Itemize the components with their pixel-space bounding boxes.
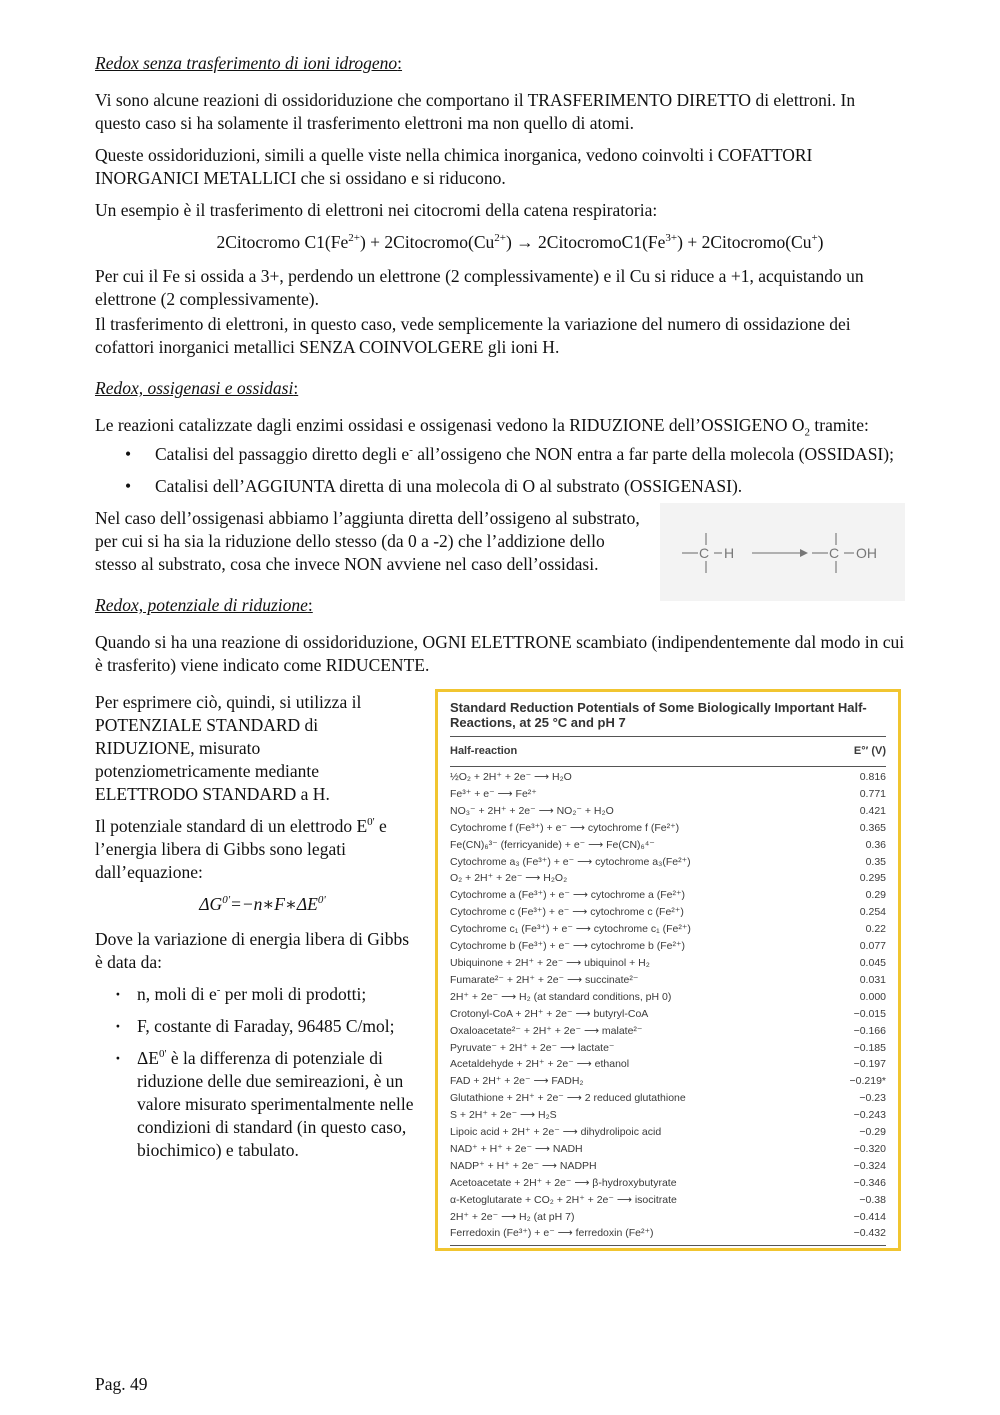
potential-value-cell: 0.000 bbox=[859, 990, 886, 1003]
potential-value-cell: 0.254 bbox=[859, 906, 886, 919]
section-heading-reduction-potential: Redox, potenziale di riduzione: bbox=[95, 595, 313, 615]
half-reaction-cell: S + 2H⁺ + 2e⁻ ⟶ H₂S bbox=[450, 1109, 557, 1122]
table-row bbox=[450, 1023, 886, 1040]
cytochrome-equation: 2Citocromo $C1(Fe^{2+})$ + $2Citocromo(Cu^{2+})$ → $2CitocromoC1(Fe^{3+})$ + 2Citocromo(Cu+) bbox=[216, 232, 824, 252]
table-row bbox=[450, 1056, 886, 1073]
potential-value-cell: −0.197 bbox=[853, 1058, 886, 1071]
table-row bbox=[450, 1090, 886, 1107]
paragraph: Dove la variazione di energia libera di Gibbs è data da: bbox=[95, 929, 410, 972]
page-number: Pag. 49 bbox=[95, 1374, 148, 1394]
reaction-diagram bbox=[660, 503, 905, 601]
table-title: Standard Reduction Potentials of Some Biologically Important Half-Reactions, at 25 °C and pH 7 bbox=[450, 700, 867, 730]
oxygenase-block bbox=[95, 507, 905, 576]
potential-value-cell: −0.432 bbox=[853, 1227, 886, 1240]
list-item: • Catalisi dell’AGGIUNTA diretta di una molecola di O al substrato (OSSIGENASI). bbox=[155, 475, 905, 498]
table-row bbox=[450, 1175, 886, 1192]
potential-value-cell: 0.421 bbox=[859, 804, 886, 817]
table-row bbox=[450, 769, 886, 786]
table-row bbox=[450, 955, 886, 972]
half-reaction-cell: Cytochrome a₃ (Fe³⁺) + e⁻ ⟶ cytochrome a₃(Fe²⁺) bbox=[450, 855, 691, 868]
potential-value-cell: −0.015 bbox=[853, 1007, 886, 1020]
potential-value-cell: 0.35 bbox=[865, 855, 886, 868]
potential-value-cell: 0.771 bbox=[859, 787, 886, 800]
paragraph: Per esprimere ciò, quindi, si utilizza il POTENZIALE STANDARD di RIDUZIONE, misurato potenziometricamente mediante ELETTRODO STANDARD a H. bbox=[95, 692, 362, 804]
half-reaction-cell: FAD + 2H⁺ + 2e⁻ ⟶ FADH₂ bbox=[450, 1075, 584, 1088]
half-reaction-cell: Fe(CN)₆³⁻ (ferricyanide) + e⁻ ⟶ Fe(CN)₆⁴⁻ bbox=[450, 838, 655, 851]
column-header-reaction: Half-reaction bbox=[450, 745, 518, 757]
table-row bbox=[450, 1141, 886, 1158]
oxygenase-reaction-figure bbox=[660, 503, 905, 601]
table-row bbox=[450, 1158, 886, 1175]
half-reaction-cell: Oxaloacetate²⁻ + 2H⁺ + 2e⁻ ⟶ malate²⁻ bbox=[450, 1024, 643, 1037]
half-reaction-cell: Ubiquinone + 2H⁺ + 2e⁻ ⟶ ubiquinol + H₂ bbox=[450, 956, 650, 969]
bullet-list bbox=[95, 443, 905, 498]
paragraph: Quando si ha una reazione di ossidoriduzione, OGNI ELETTRONE scambiato (indipendentemente dal modo in cui è trasferito) viene indicato come RIDUCENTE. bbox=[95, 632, 905, 675]
table-row bbox=[450, 887, 886, 904]
potential-value-cell: −0.324 bbox=[853, 1159, 886, 1172]
list-item: • Catalisi del passaggio diretto degli e- all’ossigeno che NON entra a far parte della molecola (OSSIDASI); bbox=[155, 443, 905, 466]
table-row bbox=[450, 1006, 886, 1023]
half-reaction-cell: Acetaldehyde + 2H⁺ + 2e⁻ ⟶ ethanol bbox=[450, 1058, 630, 1071]
table-row bbox=[450, 972, 886, 989]
table-body bbox=[450, 767, 886, 1246]
potential-value-cell: −0.320 bbox=[853, 1142, 886, 1155]
half-reaction-cell: Pyruvate⁻ + 2H⁺ + 2e⁻ ⟶ lactate⁻ bbox=[450, 1041, 615, 1054]
table-row bbox=[450, 1209, 886, 1226]
half-reaction-cell: NAD⁺ + H⁺ + 2e⁻ ⟶ NADH bbox=[450, 1142, 583, 1155]
potential-value-cell: −0.414 bbox=[853, 1210, 886, 1223]
half-reaction-cell: Cytochrome f (Fe³⁺) + e⁻ ⟶ cytochrome f (Fe²⁺) bbox=[450, 821, 680, 834]
half-reaction-cell: Glutathione + 2H⁺ + 2e⁻ ⟶ 2 reduced glutathione bbox=[450, 1092, 686, 1105]
potential-value-cell: −0.29 bbox=[859, 1126, 886, 1139]
half-reaction-cell: Fumarate²⁻ + 2H⁺ + 2e⁻ ⟶ succinate²⁻ bbox=[450, 973, 639, 986]
paragraph: Queste ossidoriduzioni, simili a quelle viste nella chimica inorganica, vedono coinvolti i COFATTORI INORGANICI METALLICI che si ossidano e si riducono. bbox=[95, 145, 813, 188]
paragraph: Il potenziale standard di un elettrodo $E^{0'}$ e l’energia libera di Gibbs sono legati dall’equazione: bbox=[95, 816, 387, 882]
table-row bbox=[450, 1040, 886, 1057]
potential-value-cell: 0.031 bbox=[859, 973, 886, 986]
table-row bbox=[450, 989, 886, 1006]
potential-value-cell: 0.22 bbox=[865, 923, 886, 936]
half-reaction-cell: NO₃⁻ + 2H⁺ + 2e⁻ ⟶ NO₂⁻ + H₂O bbox=[450, 804, 614, 817]
table-row bbox=[450, 854, 886, 871]
potential-value-cell: −0.38 bbox=[859, 1193, 886, 1206]
half-reaction-cell: Cytochrome c₁ (Fe³⁺) + e⁻ ⟶ cytochrome c₁ (Fe²⁺) bbox=[450, 923, 691, 936]
table-row bbox=[450, 1124, 886, 1141]
table-header bbox=[450, 736, 886, 767]
svg-text:C: C bbox=[829, 545, 840, 561]
table-row bbox=[450, 938, 886, 955]
potential-value-cell: 0.045 bbox=[859, 956, 886, 969]
potential-value-cell: 0.365 bbox=[859, 821, 886, 834]
potential-value-cell: 0.077 bbox=[859, 940, 886, 953]
half-reaction-cell: O₂ + 2H⁺ + 2e⁻ ⟶ H₂O₂ bbox=[450, 872, 568, 885]
potential-value-cell: 0.29 bbox=[865, 889, 886, 902]
table-row bbox=[450, 1192, 886, 1209]
table-row bbox=[450, 786, 886, 803]
column-header-value: E°′ (V) bbox=[853, 745, 886, 757]
potential-value-cell: −0.219* bbox=[849, 1075, 886, 1088]
table-row bbox=[450, 904, 886, 921]
half-reaction-cell: Acetoacetate + 2H⁺ + 2e⁻ ⟶ β-hydroxybutyrate bbox=[450, 1176, 677, 1189]
document-page bbox=[95, 52, 905, 1240]
table-row bbox=[450, 1107, 886, 1124]
svg-text:OH: OH bbox=[856, 545, 877, 561]
reduction-potentials-table bbox=[435, 689, 901, 1251]
half-reaction-cell: 2H⁺ + 2e⁻ ⟶ H₂ (at standard conditions, pH 0) bbox=[450, 990, 672, 1003]
paragraph: Vi sono alcune reazioni di ossidoriduzione che comportano il TRASFERIMENTO DIRETTO di elettroni. In questo caso si ha solamente il trasferimento elettroni ma non quello di atomi. bbox=[95, 90, 856, 133]
half-reaction-cell: Fe³⁺ + e⁻ ⟶ Fe²⁺ bbox=[450, 787, 537, 800]
table-row bbox=[450, 820, 886, 837]
potential-value-cell: −0.23 bbox=[859, 1092, 886, 1105]
list-item: · $\Delta E^{0'}$ è la differenza di potenziale di riduzione delle due semireazioni, è un valore misurato sperimentalmente nelle condizioni di standard (in questo caso, biochimico) e tabulato. bbox=[137, 1047, 420, 1162]
potential-value-cell: −0.346 bbox=[853, 1176, 886, 1189]
list-item: · F, costante di Faraday, 96485 C/mol; bbox=[137, 1015, 420, 1038]
paragraph: Un esempio è il trasferimento di elettroni nei citocromi della catena respiratoria: bbox=[95, 200, 658, 220]
svg-text:C: C bbox=[699, 545, 710, 561]
paragraph: Il trasferimento di elettroni, in questo caso, vede semplicemente la variazione del numero di ossidazione dei cofattori inorganici metallici SENZA COINVOLGERE gli ioni H. bbox=[95, 314, 851, 357]
potential-value-cell: 0.295 bbox=[859, 872, 886, 885]
half-reaction-cell: Cytochrome a (Fe³⁺) + e⁻ ⟶ cytochrome a (Fe²⁺) bbox=[450, 889, 686, 902]
half-reaction-cell: ½O₂ + 2H⁺ + 2e⁻ ⟶ H₂O bbox=[450, 771, 572, 783]
potential-value-cell: −0.166 bbox=[853, 1024, 886, 1037]
svg-text:H: H bbox=[724, 545, 735, 561]
definition-list bbox=[95, 983, 420, 1162]
half-reaction-cell: NADP⁺ + H⁺ + 2e⁻ ⟶ NADPH bbox=[450, 1159, 597, 1172]
list-item: · n, moli di e- per moli di prodotti; bbox=[137, 983, 420, 1006]
paragraph: Per cui il Fe si ossida a 3+, perdendo un elettrone (2 complessivamente) e il Cu si riduce a +1, acquistando un elettrone (2 complessivamente). bbox=[95, 266, 864, 309]
half-reaction-cell: Lipoic acid + 2H⁺ + 2e⁻ ⟶ dihydrolipoic acid bbox=[450, 1126, 662, 1139]
table-row bbox=[450, 921, 886, 938]
potential-value-cell: −0.243 bbox=[853, 1109, 886, 1122]
table-row bbox=[450, 1225, 886, 1242]
half-reaction-cell: Cytochrome c (Fe³⁺) + e⁻ ⟶ cytochrome c (Fe²⁺) bbox=[450, 906, 684, 919]
potential-value-cell: −0.185 bbox=[853, 1041, 886, 1054]
table-row bbox=[450, 803, 886, 820]
table-row bbox=[450, 1073, 886, 1090]
potential-value-cell: 0.816 bbox=[859, 771, 886, 783]
half-reaction-cell: α-Ketoglutarate + CO₂ + 2H⁺ + 2e⁻ ⟶ isocitrate bbox=[450, 1193, 677, 1206]
left-column bbox=[95, 691, 420, 1162]
section-heading-redox-no-h: Redox senza trasferimento di ioni idrogeno: bbox=[95, 53, 403, 73]
table-row bbox=[450, 870, 886, 887]
potential-block bbox=[95, 691, 905, 1240]
section-heading-oxygenases: Redox, ossigenasi e ossidasi: bbox=[95, 378, 299, 398]
paragraph: Le reazioni catalizzate dagli enzimi ossidasi e ossigenasi vedono la RIDUZIONE dell’OSSIGENO $O_2$ tramite: bbox=[95, 415, 869, 439]
paragraph: Nel caso dell’ossigenasi abbiamo l’aggiunta diretta dell’ossigeno al substrato, per cui si ha sia la riduzione dello stesso (da 0 a -2) che l’addizione dello stesso al substrato, cosa che invece NON avviene nel caso dell’ossidasi. bbox=[95, 508, 640, 574]
half-reaction-cell: Cytochrome b (Fe³⁺) + e⁻ ⟶ cytochrome b (Fe²⁺) bbox=[450, 940, 686, 953]
half-reaction-cell: Crotonyl-CoA + 2H⁺ + 2e⁻ ⟶ butyryl-CoA bbox=[450, 1007, 649, 1020]
table-row bbox=[450, 837, 886, 854]
half-reaction-cell: Ferredoxin (Fe³⁺) + e⁻ ⟶ ferredoxin (Fe²⁺) bbox=[450, 1227, 654, 1240]
half-reaction-cell: 2H⁺ + 2e⁻ ⟶ H₂ (at pH 7) bbox=[450, 1210, 575, 1223]
gibbs-equation: $\Delta G^{0'}=-n∗F∗\Delta E^{0'}$ bbox=[199, 894, 326, 914]
potential-value-cell: 0.36 bbox=[865, 838, 886, 851]
